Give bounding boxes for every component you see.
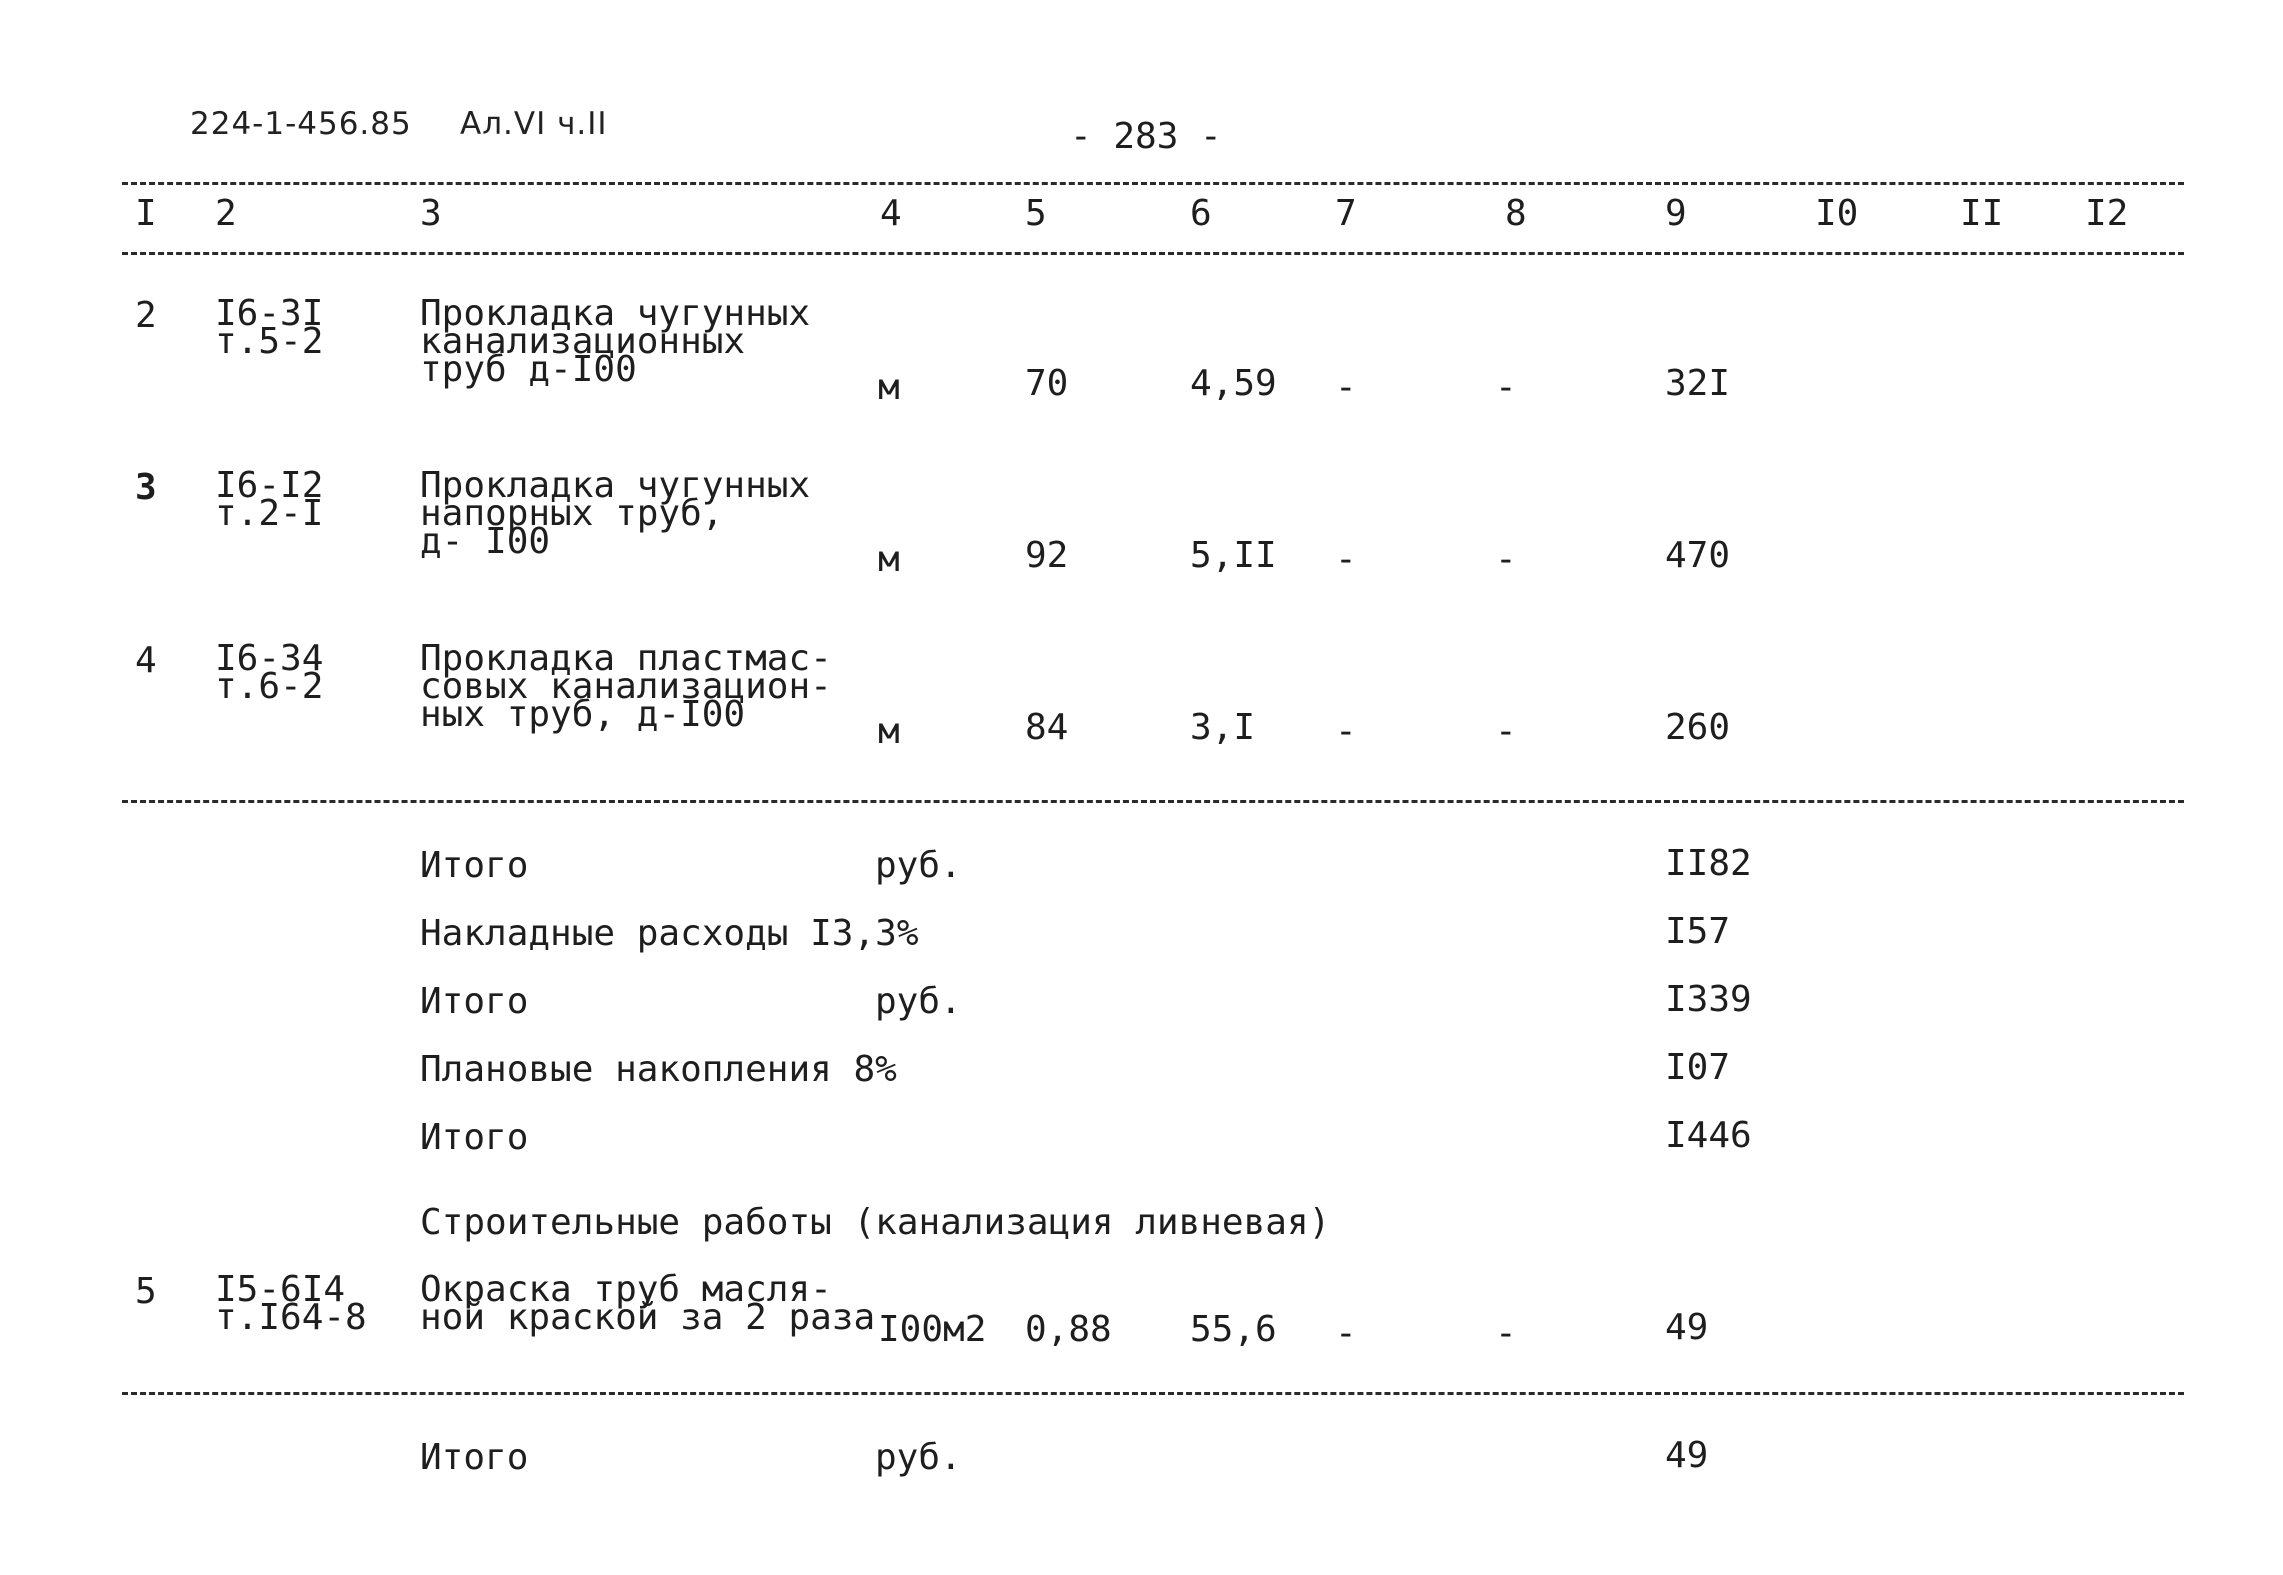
col-header-11: II — [1960, 193, 2004, 234]
row-number: 4 — [135, 640, 157, 681]
row-unit: I00м2 — [878, 1309, 987, 1350]
row-qty: 70 — [1025, 363, 1069, 404]
row-unit: м — [878, 367, 900, 408]
summary-unit: руб. — [875, 845, 962, 886]
summary-unit: руб. — [875, 981, 962, 1022]
row-name: Прокладка пластмас- совых канализацион- ных труб, д-I00 — [420, 638, 832, 735]
row-unit: м — [878, 539, 900, 580]
summary-value: I446 — [1665, 1115, 1752, 1156]
row-name: Прокладка чугунных канализационных труб д-I00 — [420, 293, 811, 390]
divider-top — [122, 182, 2184, 185]
col-header-7: 7 — [1335, 193, 1357, 234]
summary-value: I339 — [1665, 979, 1752, 1020]
col-header-5: 5 — [1025, 193, 1047, 234]
row-col8: - — [1495, 711, 1517, 752]
col-header-10: I0 — [1815, 193, 1859, 234]
divider-section-bottom — [122, 1392, 2184, 1395]
row-price: 55,6 — [1190, 1309, 1277, 1350]
row-code: I5-6I4 т.I64-8 — [215, 1269, 367, 1338]
row-qty: 0,88 — [1025, 1309, 1112, 1350]
summary-label: Итого — [420, 1117, 529, 1158]
summary-label: Итого — [420, 981, 529, 1022]
row-col8: - — [1495, 1313, 1517, 1354]
row-code: I6-I2 т.2-I — [215, 465, 324, 534]
divider-rows-bottom — [122, 800, 2184, 803]
row-unit: м — [878, 711, 900, 752]
col-header-8: 8 — [1505, 193, 1527, 234]
row-price: 5,II — [1190, 535, 1277, 576]
row-total: 49 — [1665, 1307, 1709, 1348]
album-ref: Ал.VI ч.II — [460, 106, 608, 142]
col-header-3: 3 — [420, 193, 442, 234]
row-qty: 84 — [1025, 707, 1069, 748]
row-code: I6-34 т.6-2 — [215, 638, 324, 707]
row-col8: - — [1495, 539, 1517, 580]
final-total-label: Итого — [420, 1437, 529, 1478]
col-header-4: 4 — [880, 193, 902, 234]
summary-value: II82 — [1665, 843, 1752, 884]
row-col7: - — [1335, 367, 1357, 408]
divider-header-bottom — [122, 252, 2184, 255]
row-col7: - — [1335, 539, 1357, 580]
row-name: Прокладка чугунных напорных труб, д- I00 — [420, 465, 811, 562]
row-col8: - — [1495, 367, 1517, 408]
row-name: Окраска труб масля- ной краской за 2 раза — [420, 1269, 876, 1338]
row-number: 5 — [135, 1271, 157, 1312]
summary-label: Плановые накопления 8% — [420, 1049, 897, 1090]
col-header-9: 9 — [1665, 193, 1687, 234]
col-header-12: I2 — [2085, 193, 2129, 234]
row-code: I6-3I т.5-2 — [215, 293, 324, 362]
row-total: 470 — [1665, 535, 1731, 576]
col-header-1: I — [135, 193, 157, 234]
page-number: - 283 - — [1070, 116, 1222, 157]
row-col7: - — [1335, 711, 1357, 752]
row-total: 260 — [1665, 707, 1731, 748]
summary-label: Накладные расходы I3,3% — [420, 913, 919, 954]
row-col7: - — [1335, 1313, 1357, 1354]
row-price: 3,I — [1190, 707, 1256, 748]
row-qty: 92 — [1025, 535, 1069, 576]
section-title: Строительные работы (канализация ливневая) — [420, 1202, 1331, 1243]
summary-value: I57 — [1665, 911, 1731, 952]
row-price: 4,59 — [1190, 363, 1277, 404]
row-number: 2 — [135, 295, 157, 336]
final-total-unit: руб. — [875, 1437, 962, 1478]
row-total: 32I — [1665, 363, 1731, 404]
col-header-6: 6 — [1190, 193, 1212, 234]
summary-value: I07 — [1665, 1047, 1731, 1088]
row-number: 3 — [135, 467, 157, 508]
final-total-value: 49 — [1665, 1435, 1709, 1476]
col-header-2: 2 — [215, 193, 237, 234]
summary-label: Итого — [420, 845, 529, 886]
doc-code: 224-1-456.85 — [190, 106, 412, 142]
